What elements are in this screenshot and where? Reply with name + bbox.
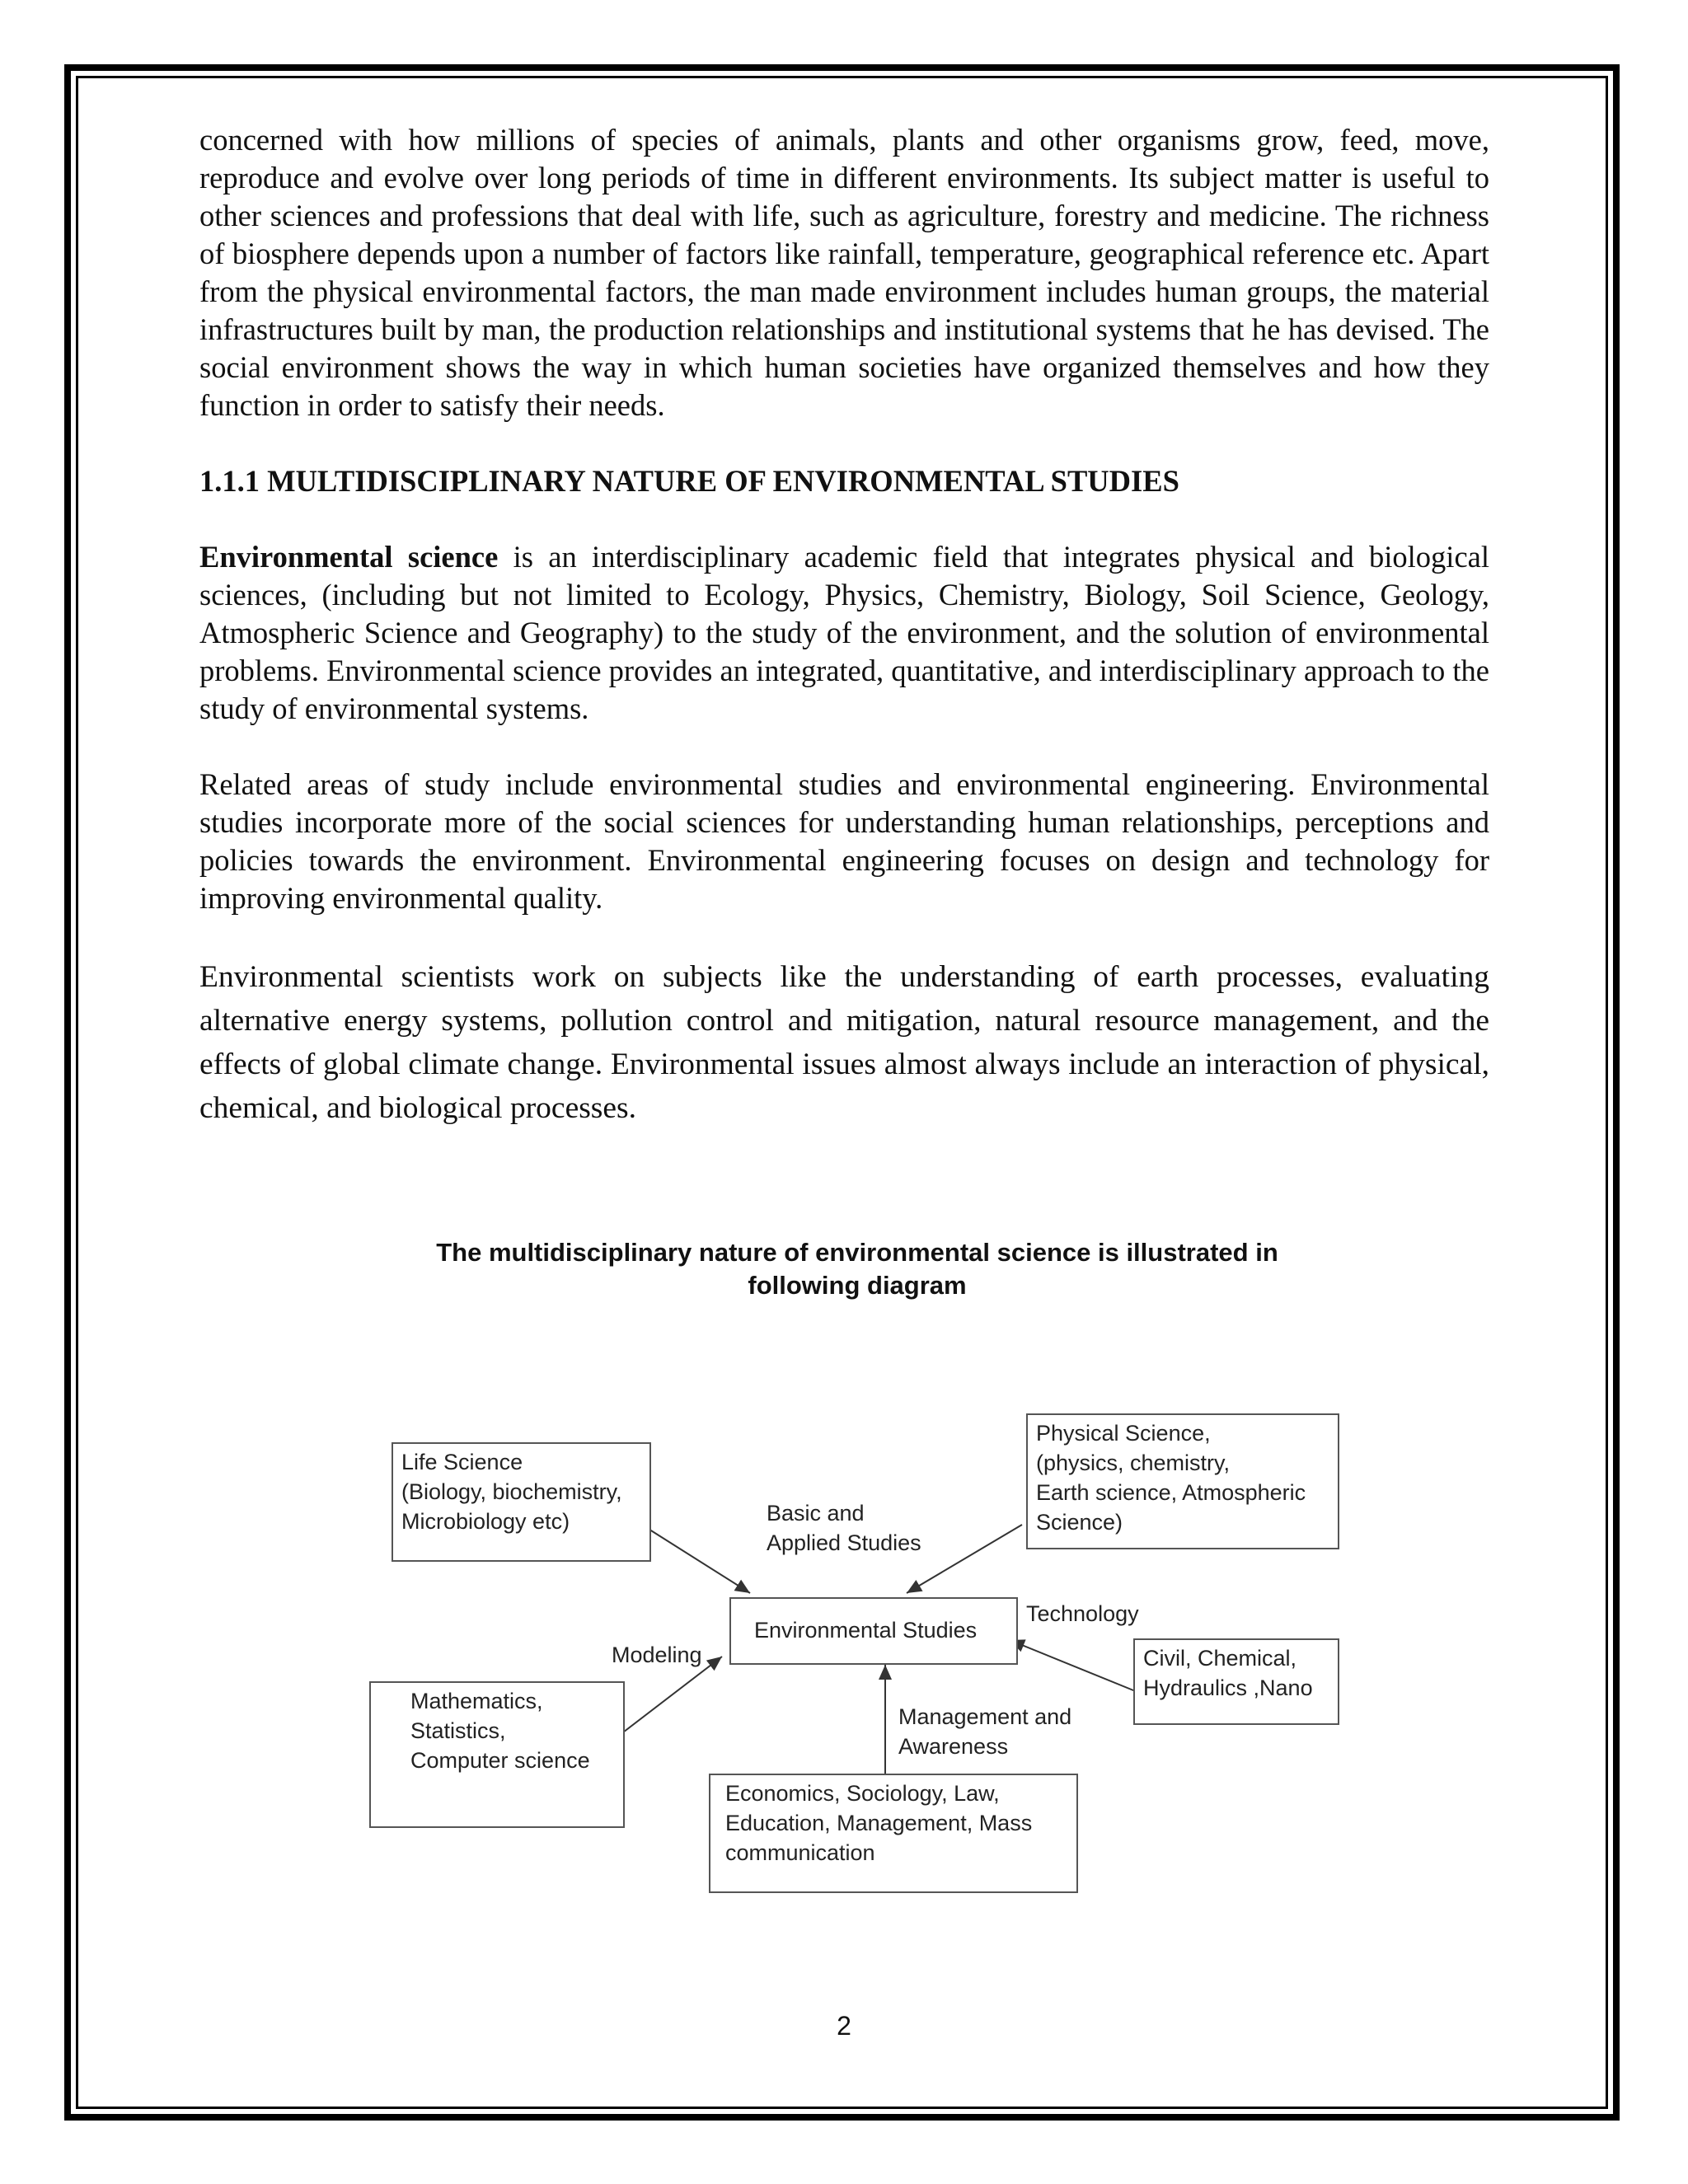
paragraph-environmental-science	[199, 538, 1489, 728]
paragraph-biosphere: concerned with how millions of species of animals, plants and other organisms grow, feed, move, reproduce and evolve over long periods of time in different environments. Its subject matter is useful to other sciences and professions that deal with life, such as agriculture, forestry and medicine. The richness of biosphere depends upon a number of factors like rainfall, temperature, geographical reference etc. Apart from the physical environmental factors, the man made environment includes human groups, the material infrastructures built by man, the production relationships and institutional systems that he has devised. The social environment shows the way in which human societies have organized themselves and how they function in order to satisfy their needs.	[199, 123, 1489, 422]
box-mathematics: Mathematics, Statistics, Computer science	[369, 1681, 625, 1828]
term-environmental-science: Environmental science	[199, 540, 499, 574]
label-basic-applied: Basic and Applied Studies	[767, 1501, 921, 1555]
label-technology: Technology	[1026, 1601, 1139, 1626]
box-civil-chemical: Civil, Chemical, Hydraulics ,Nano	[1133, 1638, 1339, 1725]
page-number: 2	[837, 2011, 851, 2041]
box-life-science: Life Science (Biology, biochemistry, Microbiology etc)	[392, 1442, 651, 1562]
paragraph-environmental-scientists: Environmental scientists work on subjects like the understanding of earth processes, evaluating alternative energy systems, pollution control and mitigation, natural resource management, and the effects of global climate change. Environmental issues almost always include an interaction of physical, chemical, and biological processes.	[199, 960, 1489, 1125]
paragraph-environmental-science-text: is an interdisciplinary academic field that integrates physical and biological sciences, (including but not limited to Ecology, Physics, Chemistry, Biology, Soil Science, Geology, Atmospheric Science and Geography) to the study of the environment, and the solution of environmental problems. Environmental science provides an integrated, quantitative, and interdisciplinary approach to the study of environmental systems.	[199, 540, 1489, 725]
box-economics: Economics, Sociology, Law, Education, Management, Mass communication	[709, 1774, 1078, 1893]
paragraph-related-areas: Related areas of study include environmental studies and environmental engineering. Environmental studies incorporate more of the social sciences for understanding human relationships, perceptions and policies towards the environment. Environmental engineering focuses on design and technology for improving environmental quality.	[199, 767, 1489, 915]
arrow-life-science	[647, 1528, 750, 1593]
multidisciplinary-diagram	[354, 1236, 1360, 1929]
diagram-title-line2: following diagram	[748, 1271, 967, 1300]
label-modeling: Modeling	[612, 1643, 702, 1667]
arrow-physical-science	[907, 1525, 1022, 1593]
box-environmental-studies: Environmental Studies	[729, 1597, 1018, 1665]
label-management: Management and Awareness	[898, 1704, 1072, 1759]
arrow-civil	[1010, 1640, 1137, 1692]
section-heading: 1.1.1 MULTIDISCIPLINARY NATURE OF ENVIRONMENTAL STUDIES	[199, 464, 1179, 498]
document-body	[199, 121, 1489, 1130]
diagram-title-line1: The multidisciplinary nature of environmental science is illustrated in	[436, 1238, 1278, 1267]
box-physical-science: Physical Science, (physics, chemistry, Earth science, Atmospheric Science)	[1026, 1413, 1339, 1549]
